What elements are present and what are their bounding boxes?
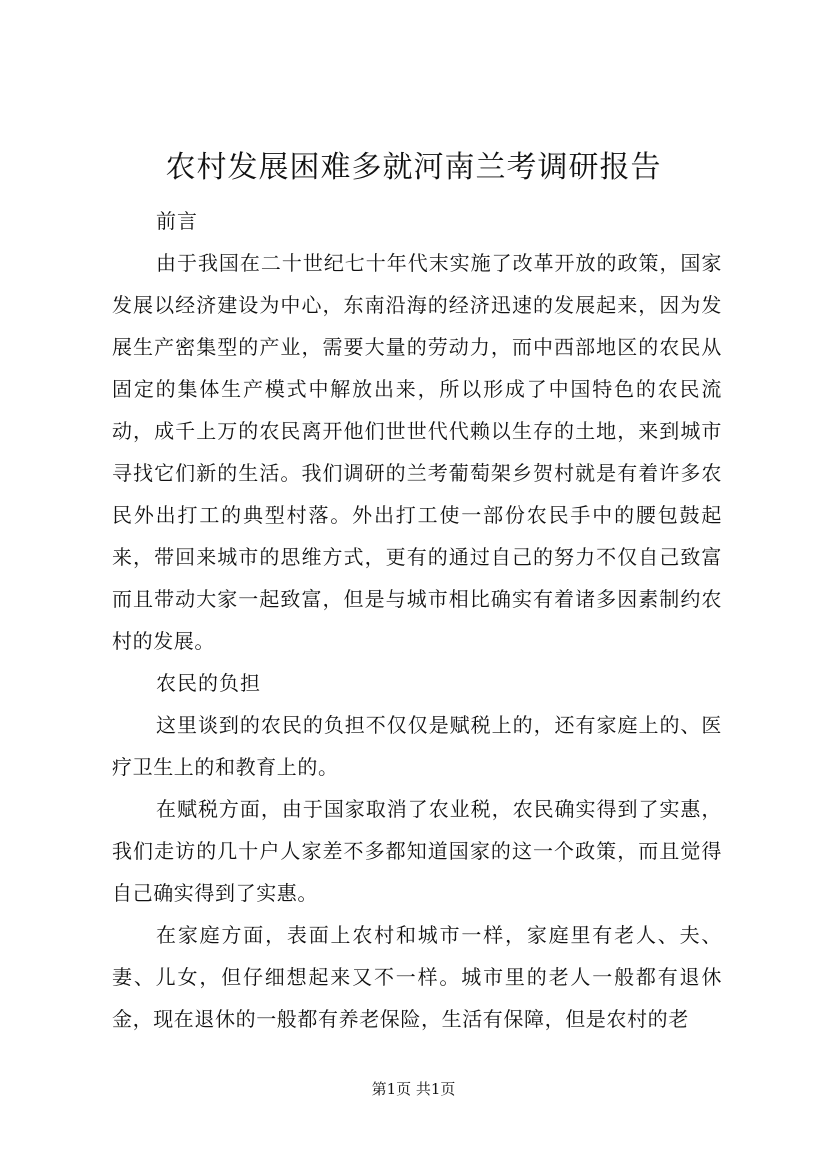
section-heading-preface: 前言 xyxy=(156,209,198,233)
paragraph-intro: 由于我国在二十世纪七十年代末实施了改革开放的政策，国家发展以经济建设为中心，东南沿海的经济迅速的发展起来，因为发展生产密集型的产业，需要大量的劳动力，而中西部地区的农民从固定的集体生产模式中解放出来，所以形成了中国特色的农民流动，成千上万的农民离开他们世世代代赖以生存的土地，来到城市寻找它们新的生活。我们调研的兰考葡萄架乡贺村就是有着许多农民外出打工的典型村落。外出打工使一部份农民手中的腰包鼓起来，带回来城市的思维方式，更有的通过自己的努力不仅自己致富而且带动大家一起致富，但是与城市相比确实有着诸多因素制约农村的发展。 xyxy=(112,251,722,653)
page-footer xyxy=(0,1078,827,1100)
paragraph-family: 在家庭方面，表面上农村和城市一样，家庭里有老人、夫、妻、儿女，但仔细想起来又不一样。城市里的老人一般都有退休金，现在退休的一般都有养老保险，生活有保障，但是农村的老 xyxy=(112,923,722,1031)
document-title: 农村发展困难多就河南兰考调研报告 xyxy=(165,150,662,185)
section-heading-farmer-burden: 农民的负担 xyxy=(156,671,261,695)
paragraph-burden-overview: 这里谈到的农民的负担不仅仅是赋税上的，还有家庭上的、医疗卫生上的和教育上的。 xyxy=(112,713,722,779)
page-number: 第1页 共1页 xyxy=(371,1080,456,1098)
paragraph-tax: 在赋税方面，由于国家取消了农业税，农民确实得到了实惠，我们走访的几十户人家差不多都知道国家的这一个政策，而且觉得自己确实得到了实惠。 xyxy=(112,797,722,905)
document-body xyxy=(112,200,722,1040)
